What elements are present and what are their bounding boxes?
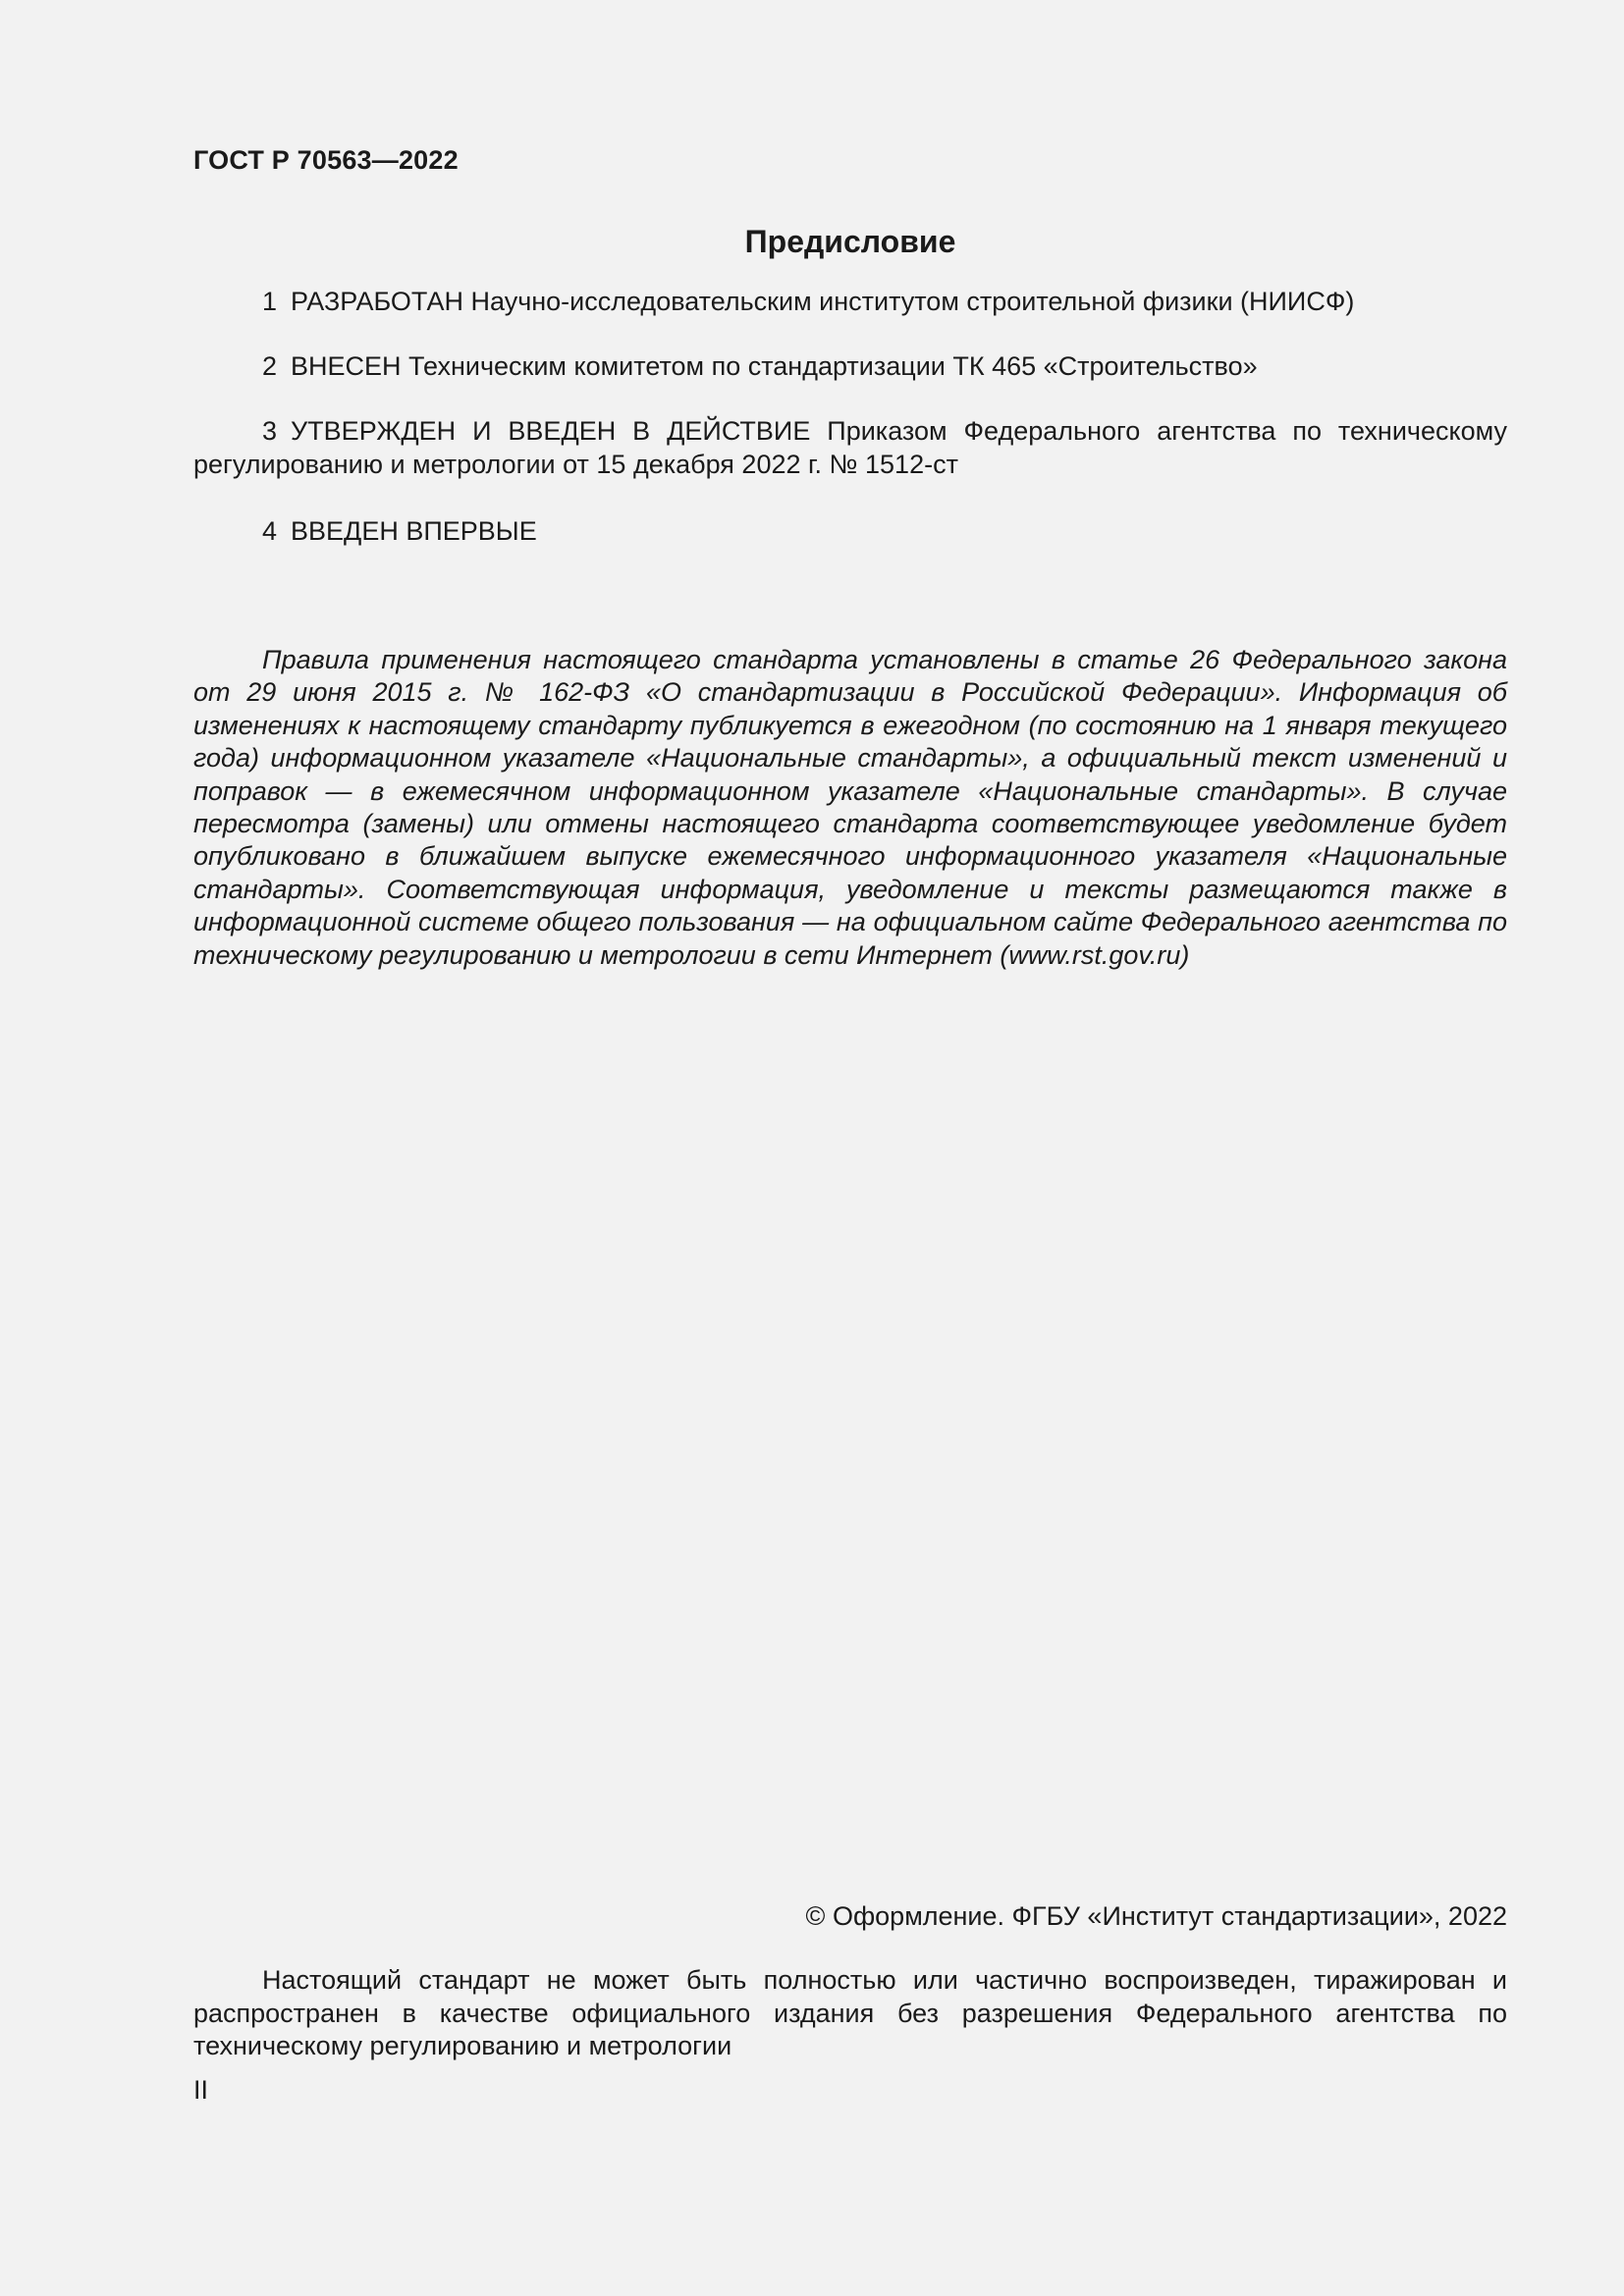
preface-title: Предисловие: [744, 224, 956, 259]
preface-item-text: ВВЕДЕН ВПЕРВЫЕ: [291, 516, 537, 546]
preface-item-number: 4: [262, 516, 278, 546]
preface-item-4: [193, 514, 1507, 548]
preface-item-text: ВНЕСЕН Техническим комитетом по стандартизации ТК 465 «Строительство»: [291, 351, 1258, 381]
reproduction-notice: Настоящий стандарт не может быть полностью или частично воспроизведен, тиражирован и распространен в качестве официального издания без разрешения Федерального агентства по техническому регулированию и метрологии: [193, 1965, 1507, 2060]
preface-item-number: 2: [262, 351, 278, 381]
preface-item-text: УТВЕРЖДЕН И ВВЕДЕН В ДЕЙСТВИЕ Приказом Федерального агентства по техническому регулированию и метрологии от 15 декабря 2022 г. № 1512-ст: [193, 416, 1507, 479]
standard-rules-paragraph: Правила применения настоящего стандарта установлены в статье 26 Федерального закона от 29 июня 2015 г. № 162-ФЗ «О стандартизации в Российской Федерации». Информация об изменениях к настоящему стандарту публикуется в ежегодном (по состоянию на 1 января текущего года) информационном указателе «Национальные стандарты», а официальный текст изменений и поправок — в ежемесячном информационном указателе «Национальные стандарты». В случае пересмотра (замены) или отмены настоящего стандарта соответствующее уведомление будет опубликовано в ближайшем выпуске ежемесячного информационного указателя «Национальные стандарты». Соответствующая информация, уведомление и тексты размещаются также в информационной системе общего пользования — на официальном сайте Федерального агентства по техническому регулированию и метрологии в сети Интернет (www.rst.gov.ru): [193, 645, 1507, 970]
preface-item-number: 1: [262, 287, 278, 316]
preface-item-1: [193, 285, 1507, 318]
preface-item-3: [193, 414, 1507, 481]
copyright-notice: © Оформление. ФГБУ «Институт стандартизации», 2022: [805, 1901, 1507, 1931]
preface-item-number: 3: [262, 416, 278, 446]
preface-item-text: РАЗРАБОТАН Научно-исследовательским институтом строительной физики (НИИСФ): [291, 287, 1355, 316]
page-number: II: [193, 2075, 209, 2105]
preface-item-2: [193, 349, 1507, 383]
standard-code: ГОСТ Р 70563—2022: [193, 145, 459, 175]
